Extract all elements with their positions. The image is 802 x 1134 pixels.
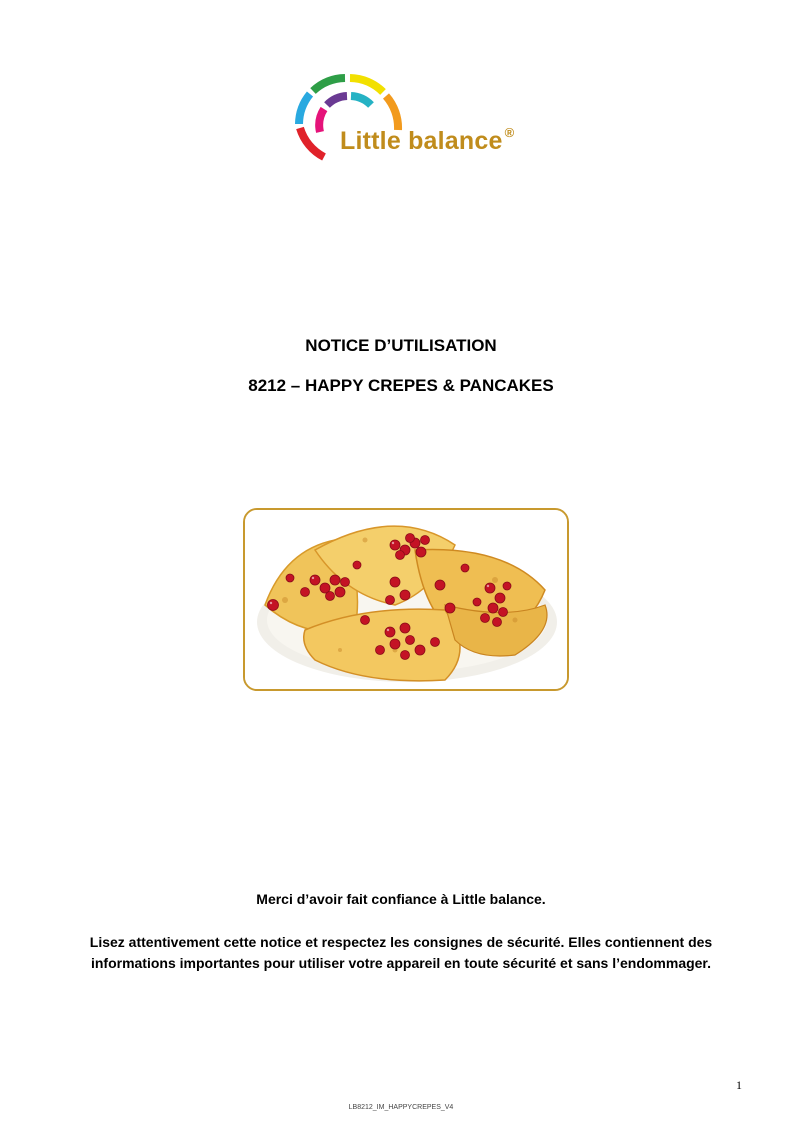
- brand-logo: [290, 72, 550, 164]
- document-title: NOTICE D’UTILISATION: [305, 336, 497, 355]
- thanks-message: Merci d’avoir fait confiance à Little balance.: [256, 891, 546, 907]
- instructions-text: Lisez attentivement cette notice et respectez les consignes de sécurité. Elles contiennent des informations importantes pour utiliser votre appareil en toute sécurité et sans l’endommager.: [89, 934, 713, 971]
- product-title: 8212 – HAPPY CREPES & PANCAKES: [248, 376, 554, 395]
- registered-mark: ®: [504, 125, 515, 140]
- footer-code: LB8212_IM_HAPPYCREPES_V4: [348, 1104, 454, 1111]
- brand-name: [340, 127, 514, 156]
- brand-name-text: Little balance: [340, 127, 503, 155]
- crepes-image: [245, 510, 567, 689]
- product-photo: [243, 508, 569, 691]
- page-number: 1: [736, 1078, 742, 1092]
